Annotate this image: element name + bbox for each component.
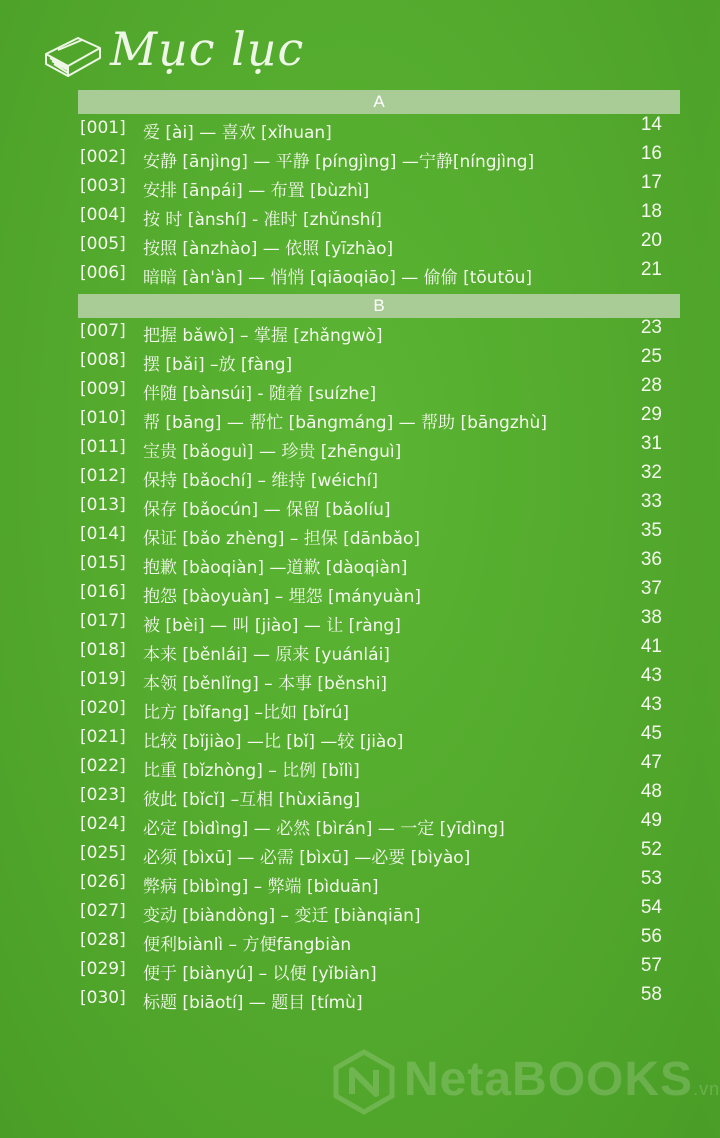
watermark-brand: NetaBOOKS	[404, 1053, 694, 1106]
entry-page: 43	[640, 694, 662, 715]
section-header-b: B	[78, 294, 680, 318]
entry-page: 21	[640, 259, 662, 280]
toc-entry[interactable]	[78, 665, 670, 698]
toc-entry[interactable]	[78, 520, 670, 553]
entry-page: 20	[640, 230, 662, 251]
entry-page: 28	[640, 375, 662, 396]
page-title: Mục lục	[110, 22, 305, 76]
entry-term: 宝贵 [bǎoguì] — 珍贵 [zhēnguì]	[143, 442, 402, 462]
entry-term: 安静 [ānjìng] — 平静 [píngjìng] —宁静[níngjìng]	[143, 152, 535, 172]
entry-code: [029]	[80, 959, 126, 979]
entry-code: [007]	[80, 321, 126, 341]
toc-entry[interactable]	[78, 926, 670, 959]
entry-term: 比方 [bǐfang] –比如 [bǐrú]	[143, 703, 350, 723]
entry-term: 本领 [běnlǐng] – 本事 [běnshi]	[143, 674, 388, 694]
entry-code: [008]	[80, 350, 126, 370]
entry-page: 36	[640, 549, 662, 570]
toc-entry[interactable]	[78, 578, 670, 611]
toc-entry[interactable]	[78, 955, 670, 988]
entry-page: 16	[640, 143, 662, 164]
entry-page: 37	[640, 578, 662, 599]
page-header	[38, 22, 338, 84]
entry-code: [014]	[80, 524, 126, 544]
entry-code: [004]	[80, 205, 126, 225]
entry-page: 35	[640, 520, 662, 541]
entry-page: 54	[640, 897, 662, 918]
entry-term: 本来 [běnlái] — 原来 [yuánlái]	[143, 645, 390, 665]
toc-entry[interactable]	[78, 549, 670, 582]
entry-page: 29	[640, 404, 662, 425]
entry-term: 保存 [bǎocún] — 保留 [bǎolíu]	[143, 500, 391, 520]
entry-code: [020]	[80, 698, 126, 718]
entry-code: [023]	[80, 785, 126, 805]
toc-entry[interactable]	[78, 172, 670, 205]
entry-page: 18	[640, 201, 662, 222]
entry-term: 把握 bǎwò] – 掌握 [zhǎngwò]	[143, 326, 383, 346]
entry-term: 安排 [ānpái] — 布置 [bùzhì]	[143, 181, 370, 201]
entry-page: 14	[640, 114, 662, 135]
entry-code: [026]	[80, 872, 126, 892]
entry-term: 伴随 [bànsúi] - 随着 [suízhe]	[143, 384, 377, 404]
entry-page: 33	[640, 491, 662, 512]
toc-entry[interactable]	[78, 491, 670, 524]
toc-entry[interactable]	[78, 259, 670, 292]
entry-code: [019]	[80, 669, 126, 689]
entry-term: 必定 [bìdìng] — 必然 [bìrán] — 一定 [yīdìng]	[143, 819, 505, 839]
entry-term: 弊病 [bìbìng] – 弊端 [bìduān]	[143, 877, 379, 897]
entry-page: 47	[640, 752, 662, 773]
entry-page: 41	[640, 636, 662, 657]
entry-code: [018]	[80, 640, 126, 660]
entry-term: 保证 [bǎo zhèng] – 担保 [dānbǎo]	[143, 529, 420, 549]
entry-term: 标题 [biāotí] — 题目 [tímù]	[143, 993, 363, 1013]
entry-term: 按 时 [ànshí] - 准时 [zhǔnshí]	[143, 210, 382, 230]
entry-page: 57	[640, 955, 662, 976]
entry-page: 48	[640, 781, 662, 802]
watermark-suffix: .vn	[693, 1079, 720, 1099]
entry-term: 按照 [ànzhào] — 依照 [yīzhào]	[143, 239, 394, 259]
entry-term: 暗暗 [àn'àn] — 悄悄 [qiāoqiāo] — 偷偷 [tōutōu]	[143, 268, 533, 288]
toc-entry[interactable]	[78, 346, 670, 379]
entry-code: [024]	[80, 814, 126, 834]
watermark	[332, 1042, 720, 1122]
watermark-text	[404, 1052, 720, 1107]
toc-entry[interactable]	[78, 839, 670, 872]
entry-code: [010]	[80, 408, 126, 428]
toc-entry[interactable]	[78, 868, 670, 901]
entry-code: [015]	[80, 553, 126, 573]
entry-page: 32	[640, 462, 662, 483]
toc-entry[interactable]	[78, 984, 670, 1017]
entry-term: 比较 [bǐjiào] —比 [bǐ] —较 [jiào]	[143, 732, 404, 752]
toc-entry[interactable]	[78, 317, 670, 350]
entry-term: 帮 [bāng] — 帮忙 [bāngmáng] — 帮助 [bāngzhù]	[143, 413, 547, 433]
toc-entry[interactable]	[78, 230, 670, 263]
entry-page: 45	[640, 723, 662, 744]
toc-entry[interactable]	[78, 375, 670, 408]
entry-term: 比重 [bǐzhòng] – 比例 [bǐlì]	[143, 761, 360, 781]
toc-entry[interactable]	[78, 636, 670, 669]
entry-page: 53	[640, 868, 662, 889]
entry-code: [030]	[80, 988, 126, 1008]
entry-code: [002]	[80, 147, 126, 167]
entry-term: 被 [bèi] — 叫 [jiào] — 让 [ràng]	[143, 616, 401, 636]
toc-entry[interactable]	[78, 810, 670, 843]
entry-code: [006]	[80, 263, 126, 283]
entry-code: [017]	[80, 611, 126, 631]
entry-term: 爱 [ài] — 喜欢 [xǐhuan]	[143, 123, 332, 143]
entry-code: [009]	[80, 379, 126, 399]
entry-page: 17	[640, 172, 662, 193]
entry-code: [011]	[80, 437, 126, 457]
entry-term: 抱怨 [bàoyuàn] – 埋怨 [mányuàn]	[143, 587, 422, 607]
entry-term: 摆 [bǎi] –放 [fàng]	[143, 355, 293, 375]
entry-term: 便利biànlì – 方便fāngbiàn	[143, 935, 352, 955]
toc-entry[interactable]	[78, 462, 670, 495]
section-header-a: A	[78, 90, 680, 114]
toc-entry[interactable]	[78, 201, 670, 234]
toc-entry[interactable]	[78, 781, 670, 814]
entry-code: [021]	[80, 727, 126, 747]
entry-page: 52	[640, 839, 662, 860]
entry-term: 抱歉 [bàoqiàn] —道歉 [dàoqiàn]	[143, 558, 408, 578]
entry-term: 变动 [biàndòng] – 变迁 [biànqiān]	[143, 906, 421, 926]
toc-entry[interactable]	[78, 404, 670, 437]
entry-term: 彼此 [bǐcǐ] –互相 [hùxiāng]	[143, 790, 361, 810]
entry-code: [003]	[80, 176, 126, 196]
toc-entry[interactable]	[78, 752, 670, 785]
entry-code: [028]	[80, 930, 126, 950]
entry-code: [005]	[80, 234, 126, 254]
book-icon	[38, 28, 106, 82]
entry-term: 保持 [bǎochí] – 维持 [wéichí]	[143, 471, 379, 491]
toc-entry[interactable]	[78, 897, 670, 930]
toc-entry[interactable]	[78, 723, 670, 756]
toc-entry[interactable]	[78, 143, 670, 176]
entry-page: 31	[640, 433, 662, 454]
entry-page: 49	[640, 810, 662, 831]
entry-code: [022]	[80, 756, 126, 776]
entry-code: [012]	[80, 466, 126, 486]
entry-code: [025]	[80, 843, 126, 863]
entry-page: 58	[640, 984, 662, 1005]
toc-entry[interactable]	[78, 433, 670, 466]
toc-entry[interactable]	[78, 607, 670, 640]
watermark-logo-icon	[332, 1050, 396, 1114]
entry-page: 38	[640, 607, 662, 628]
toc-entry[interactable]	[78, 114, 670, 147]
entry-term: 便于 [biànyú] – 以便 [yǐbiàn]	[143, 964, 377, 984]
entry-page: 43	[640, 665, 662, 686]
entry-code: [013]	[80, 495, 126, 515]
entry-code: [027]	[80, 901, 126, 921]
entry-page: 56	[640, 926, 662, 947]
entry-page: 25	[640, 346, 662, 367]
entry-code: [016]	[80, 582, 126, 602]
toc-entry[interactable]	[78, 694, 670, 727]
entry-code: [001]	[80, 118, 126, 138]
entry-page: 23	[640, 317, 662, 338]
entry-term: 必须 [bìxū] — 必需 [bìxū] —必要 [bìyào]	[143, 848, 471, 868]
